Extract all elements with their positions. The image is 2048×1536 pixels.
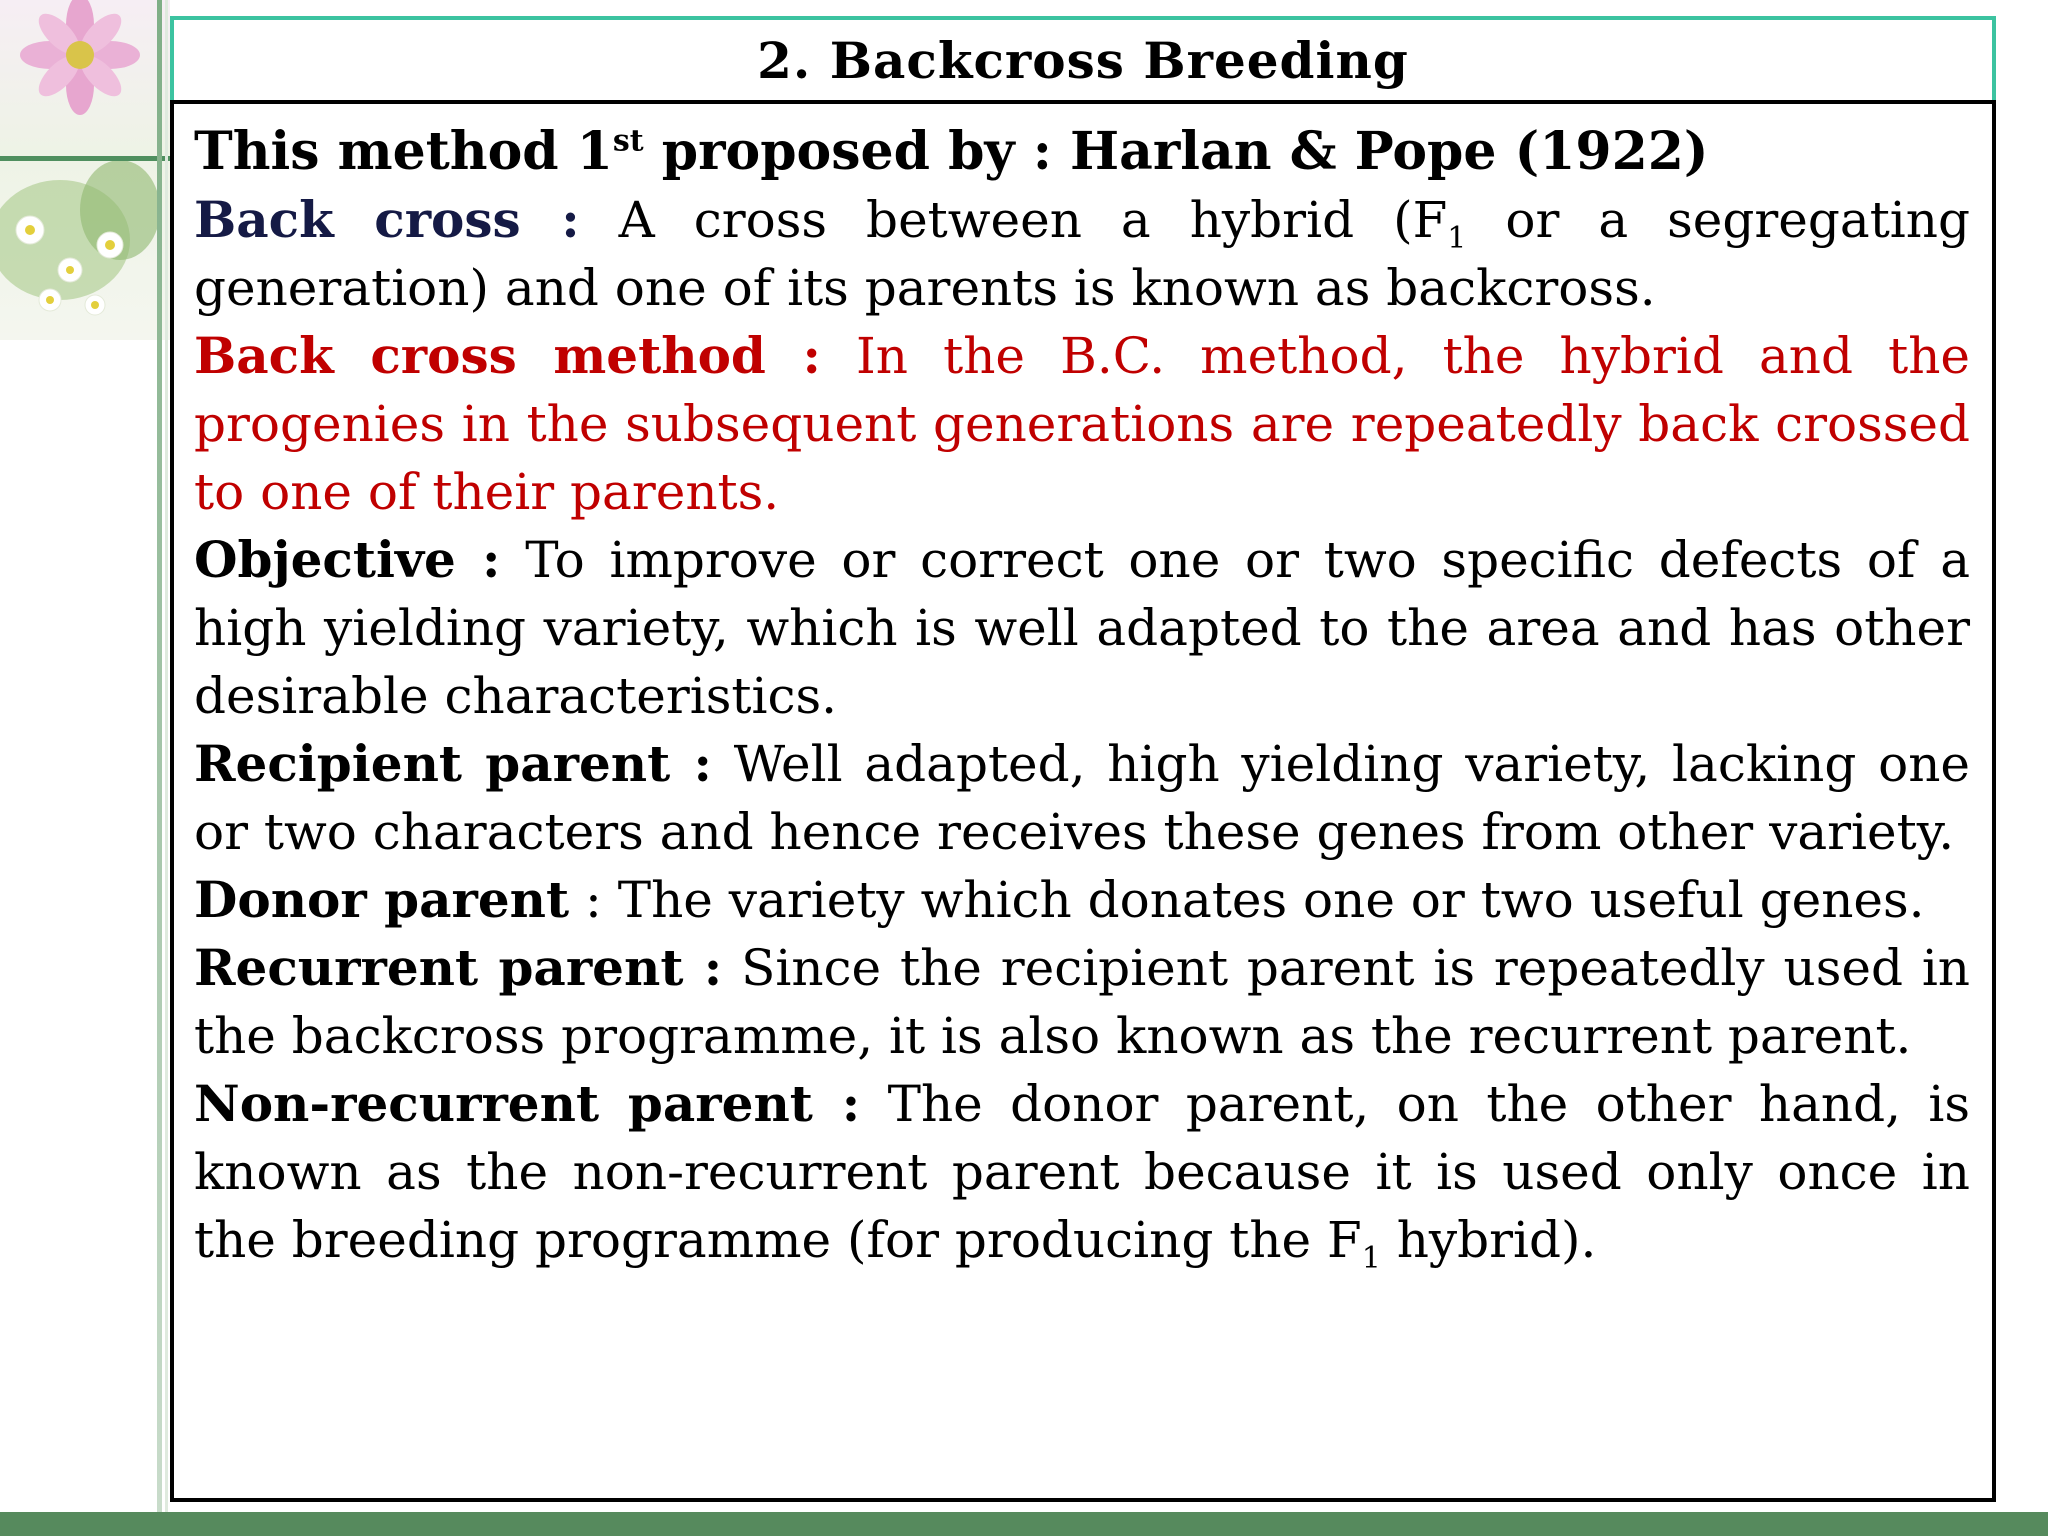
- decor-vertical-line: [157, 0, 162, 1520]
- text-back-cross-post: or a segregating generation) and one of its parents is known as backcross.: [194, 191, 1970, 317]
- term-non-recurrent-parent: Non-recurrent parent :: [194, 1074, 861, 1133]
- decor-horizontal-line: [0, 156, 170, 161]
- bottom-bar: [0, 1512, 2048, 1536]
- paragraph-recurrent-parent: [194, 934, 1970, 1070]
- text-non-recurrent-sub: 1: [1361, 1241, 1381, 1276]
- text-back-cross-sub: 1: [1447, 221, 1467, 256]
- term-recurrent-parent: Recurrent parent :: [194, 938, 723, 997]
- term-recipient-parent: Recipient parent :: [194, 734, 712, 793]
- paragraph-donor-parent: [194, 866, 1970, 934]
- intro-pre: This method 1: [194, 121, 613, 182]
- text-non-recurrent-pre: The donor parent, on the other hand, is known as the non-recurrent parent because it is used only once in the breeding programme (for producing the F: [194, 1075, 1970, 1269]
- term-objective: Objective :: [194, 530, 501, 589]
- intro-line: [194, 118, 1970, 186]
- paragraph-recipient-parent: [194, 730, 1970, 866]
- paragraph-back-cross-method: [194, 322, 1970, 526]
- decor-vertical-line-light: [165, 0, 168, 1520]
- text-recipient-parent: Well adapted, high yielding variety, lacking one or two characters and hence receives these genes from other variety.: [194, 735, 1970, 861]
- intro-sup: st: [612, 123, 644, 159]
- paragraph-back-cross: [194, 186, 1970, 322]
- text-recurrent-parent: Since the recipient parent is repeatedly used in the backcross programme, it is also known as the recurrent parent.: [194, 939, 1971, 1065]
- paragraph-objective: [194, 526, 1970, 730]
- term-donor-parent: Donor parent: [194, 870, 570, 929]
- text-objective: To improve or correct one or two specific defects of a high yielding variety, which is well adapted to the area and has other desirable characteristics.: [194, 531, 1971, 725]
- text-back-cross-pre: A cross between a hybrid (F: [579, 191, 1448, 249]
- flower-decoration-icon: [0, 0, 170, 340]
- paragraph-non-recurrent-parent: [194, 1070, 1970, 1274]
- intro-post: proposed by : Harlan & Pope (1922): [643, 121, 1709, 182]
- term-back-cross: Back cross :: [194, 190, 580, 249]
- text-back-cross-method: In the B.C. method, the hybrid and the progenies in the subsequent generations are repeatedly back crossed to one of their parents.: [194, 327, 1971, 521]
- slide-title: 2. Backcross Breeding: [757, 30, 1409, 90]
- term-back-cross-method: Back cross method :: [194, 326, 821, 385]
- content-box: [170, 100, 1996, 1502]
- text-donor-parent: : The variety which donates one or two useful genes.: [569, 871, 1925, 929]
- title-box: [170, 16, 1996, 100]
- text-non-recurrent-post: hybrid).: [1380, 1211, 1597, 1269]
- flower-decoration: [0, 0, 170, 340]
